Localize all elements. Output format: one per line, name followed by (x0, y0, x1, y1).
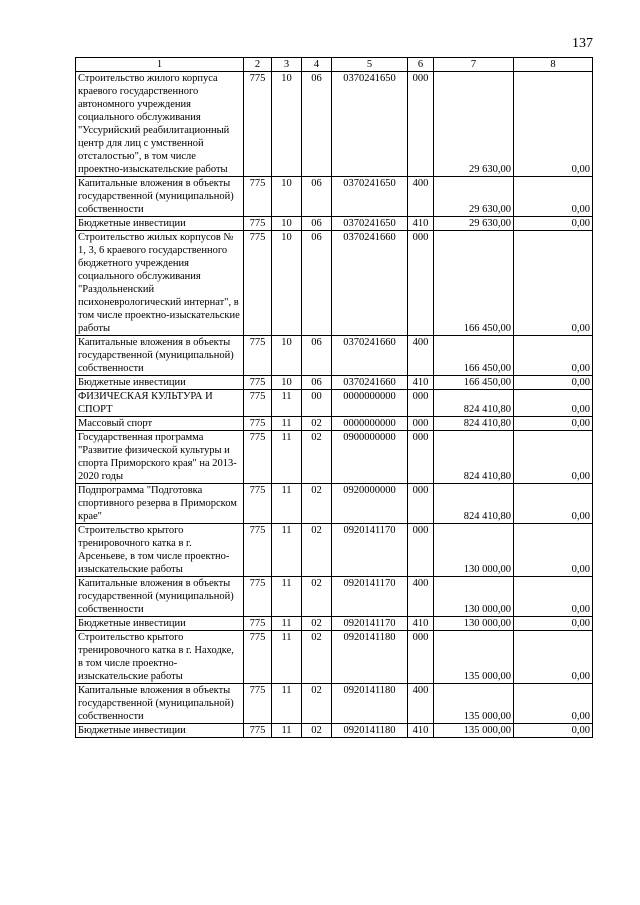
subsection-code-cell: 02 (302, 524, 332, 577)
amount-cell: 0,00 (514, 217, 593, 231)
subsection-code-cell: 06 (302, 177, 332, 217)
amount-cell: 166 450,00 (434, 376, 514, 390)
row-name-cell: Бюджетные инвестиции (76, 617, 244, 631)
target-article-cell: 0920141180 (332, 631, 408, 684)
amount-cell: 0,00 (514, 417, 593, 431)
subsection-code-cell: 06 (302, 217, 332, 231)
budget-table (75, 57, 593, 738)
expense-type-cell: 410 (408, 376, 434, 390)
section-code-cell: 11 (272, 577, 302, 617)
admin-code-cell: 775 (244, 336, 272, 376)
target-article-cell: 0000000000 (332, 390, 408, 417)
subsection-code-cell: 02 (302, 684, 332, 724)
amount-cell: 824 410,80 (434, 484, 514, 524)
amount-cell: 130 000,00 (434, 617, 514, 631)
amount-cell: 0,00 (514, 577, 593, 617)
amount-cell: 0,00 (514, 484, 593, 524)
amount-cell: 166 450,00 (434, 231, 514, 336)
expense-type-cell: 410 (408, 724, 434, 738)
section-code-cell: 10 (272, 217, 302, 231)
target-article-cell: 0920141170 (332, 577, 408, 617)
expense-type-cell: 000 (408, 72, 434, 177)
admin-code-cell: 775 (244, 431, 272, 484)
row-name-cell: Государственная программа "Развитие физической культуры и спорта Приморского края" на 2013-2020 годы (76, 431, 244, 484)
amount-cell: 130 000,00 (434, 577, 514, 617)
header-cell: 5 (332, 58, 408, 72)
admin-code-cell: 775 (244, 177, 272, 217)
admin-code-cell: 775 (244, 617, 272, 631)
subsection-code-cell: 02 (302, 484, 332, 524)
section-code-cell: 11 (272, 390, 302, 417)
expense-type-cell: 000 (408, 417, 434, 431)
target-article-cell: 0920141170 (332, 524, 408, 577)
amount-cell: 166 450,00 (434, 336, 514, 376)
section-code-cell: 11 (272, 724, 302, 738)
row-name-cell: Капитальные вложения в объекты государственной (муниципальной) собственности (76, 577, 244, 617)
admin-code-cell: 775 (244, 724, 272, 738)
row-name-cell: Бюджетные инвестиции (76, 376, 244, 390)
section-code-cell: 10 (272, 72, 302, 177)
row-name-cell: Подпрограмма "Подготовка спортивного резерва в Приморском крае" (76, 484, 244, 524)
expense-type-cell: 000 (408, 524, 434, 577)
amount-cell: 0,00 (514, 724, 593, 738)
expense-type-cell: 400 (408, 577, 434, 617)
table-row (76, 390, 593, 417)
row-name-cell: ФИЗИЧЕСКАЯ КУЛЬТУРА И СПОРТ (76, 390, 244, 417)
expense-type-cell: 000 (408, 631, 434, 684)
amount-cell: 135 000,00 (434, 631, 514, 684)
subsection-code-cell: 06 (302, 231, 332, 336)
section-code-cell: 11 (272, 431, 302, 484)
section-code-cell: 11 (272, 417, 302, 431)
expense-type-cell: 000 (408, 390, 434, 417)
target-article-cell: 0370241660 (332, 336, 408, 376)
amount-cell: 29 630,00 (434, 177, 514, 217)
target-article-cell: 0920141170 (332, 617, 408, 631)
section-code-cell: 11 (272, 684, 302, 724)
header-cell: 8 (514, 58, 593, 72)
expense-type-cell: 400 (408, 684, 434, 724)
amount-cell: 0,00 (514, 336, 593, 376)
header-cell: 2 (244, 58, 272, 72)
amount-cell: 824 410,80 (434, 390, 514, 417)
table-row (76, 417, 593, 431)
table-row (76, 524, 593, 577)
admin-code-cell: 775 (244, 390, 272, 417)
expense-type-cell: 400 (408, 336, 434, 376)
table-row (76, 217, 593, 231)
table-row (76, 72, 593, 177)
amount-cell: 130 000,00 (434, 524, 514, 577)
target-article-cell: 0370241650 (332, 177, 408, 217)
amount-cell: 0,00 (514, 617, 593, 631)
expense-type-cell: 000 (408, 431, 434, 484)
header-cell: 6 (408, 58, 434, 72)
subsection-code-cell: 02 (302, 724, 332, 738)
subsection-code-cell: 02 (302, 577, 332, 617)
admin-code-cell: 775 (244, 577, 272, 617)
amount-cell: 0,00 (514, 524, 593, 577)
amount-cell: 135 000,00 (434, 684, 514, 724)
expense-type-cell: 400 (408, 177, 434, 217)
section-code-cell: 10 (272, 231, 302, 336)
table-row (76, 177, 593, 217)
target-article-cell: 0370241660 (332, 231, 408, 336)
section-code-cell: 11 (272, 484, 302, 524)
row-name-cell: Строительство крытого тренировочного катка в г. Находке, в том числе проектно-изыскательские работы (76, 631, 244, 684)
row-name-cell: Капитальные вложения в объекты государственной (муниципальной) собственности (76, 336, 244, 376)
subsection-code-cell: 02 (302, 617, 332, 631)
expense-type-cell: 410 (408, 217, 434, 231)
table-row (76, 231, 593, 336)
table-row (76, 376, 593, 390)
amount-cell: 29 630,00 (434, 72, 514, 177)
table-row (76, 336, 593, 376)
admin-code-cell: 775 (244, 231, 272, 336)
amount-cell: 0,00 (514, 390, 593, 417)
subsection-code-cell: 00 (302, 390, 332, 417)
header-cell: 4 (302, 58, 332, 72)
target-article-cell: 0370241650 (332, 72, 408, 177)
row-name-cell: Капитальные вложения в объекты государственной (муниципальной) собственности (76, 684, 244, 724)
table-header-row (76, 58, 593, 72)
amount-cell: 0,00 (514, 231, 593, 336)
subsection-code-cell: 02 (302, 417, 332, 431)
expense-type-cell: 000 (408, 231, 434, 336)
table-row (76, 684, 593, 724)
row-name-cell: Бюджетные инвестиции (76, 724, 244, 738)
row-name-cell: Строительство жилых корпусов № 1, 3, 6 краевого государственного бюджетного учреждения социального обслуживания "Раздольненский психоневрологический интернат", в том числе проектно-изыскательские работы (76, 231, 244, 336)
header-cell: 7 (434, 58, 514, 72)
subsection-code-cell: 02 (302, 631, 332, 684)
table-row (76, 631, 593, 684)
target-article-cell: 0900000000 (332, 431, 408, 484)
target-article-cell: 0000000000 (332, 417, 408, 431)
section-code-cell: 11 (272, 617, 302, 631)
section-code-cell: 10 (272, 336, 302, 376)
target-article-cell: 0920141180 (332, 724, 408, 738)
section-code-cell: 11 (272, 631, 302, 684)
target-article-cell: 0920141180 (332, 684, 408, 724)
amount-cell: 0,00 (514, 631, 593, 684)
admin-code-cell: 775 (244, 684, 272, 724)
amount-cell: 135 000,00 (434, 724, 514, 738)
row-name-cell: Бюджетные инвестиции (76, 217, 244, 231)
amount-cell: 0,00 (514, 376, 593, 390)
admin-code-cell: 775 (244, 631, 272, 684)
table-row (76, 724, 593, 738)
header-cell: 3 (272, 58, 302, 72)
table-row (76, 484, 593, 524)
row-name-cell: Массовый спорт (76, 417, 244, 431)
section-code-cell: 10 (272, 376, 302, 390)
admin-code-cell: 775 (244, 376, 272, 390)
section-code-cell: 11 (272, 524, 302, 577)
amount-cell: 0,00 (514, 431, 593, 484)
target-article-cell: 0920000000 (332, 484, 408, 524)
expense-type-cell: 410 (408, 617, 434, 631)
amount-cell: 0,00 (514, 177, 593, 217)
header-cell: 1 (76, 58, 244, 72)
amount-cell: 824 410,80 (434, 417, 514, 431)
row-name-cell: Строительство жилого корпуса краевого государственного автономного учреждения социального обслуживания "Уссурийский реабилитационный центр для лиц с умственной отсталостью", в том числе проектно-изыскательские работы (76, 72, 244, 177)
table-row (76, 431, 593, 484)
admin-code-cell: 775 (244, 72, 272, 177)
subsection-code-cell: 06 (302, 376, 332, 390)
amount-cell: 0,00 (514, 72, 593, 177)
section-code-cell: 10 (272, 177, 302, 217)
target-article-cell: 0370241650 (332, 217, 408, 231)
target-article-cell: 0370241660 (332, 376, 408, 390)
admin-code-cell: 775 (244, 524, 272, 577)
admin-code-cell: 775 (244, 417, 272, 431)
page-number: 137 (572, 36, 593, 51)
amount-cell: 0,00 (514, 684, 593, 724)
subsection-code-cell: 02 (302, 431, 332, 484)
admin-code-cell: 775 (244, 217, 272, 231)
admin-code-cell: 775 (244, 484, 272, 524)
amount-cell: 824 410,80 (434, 431, 514, 484)
expense-type-cell: 000 (408, 484, 434, 524)
subsection-code-cell: 06 (302, 336, 332, 376)
amount-cell: 29 630,00 (434, 217, 514, 231)
table-row (76, 577, 593, 617)
row-name-cell: Капитальные вложения в объекты государственной (муниципальной) собственности (76, 177, 244, 217)
subsection-code-cell: 06 (302, 72, 332, 177)
table-row (76, 617, 593, 631)
row-name-cell: Строительство крытого тренировочного катка в г. Арсеньеве, в том числе проектно-изыскательские работы (76, 524, 244, 577)
